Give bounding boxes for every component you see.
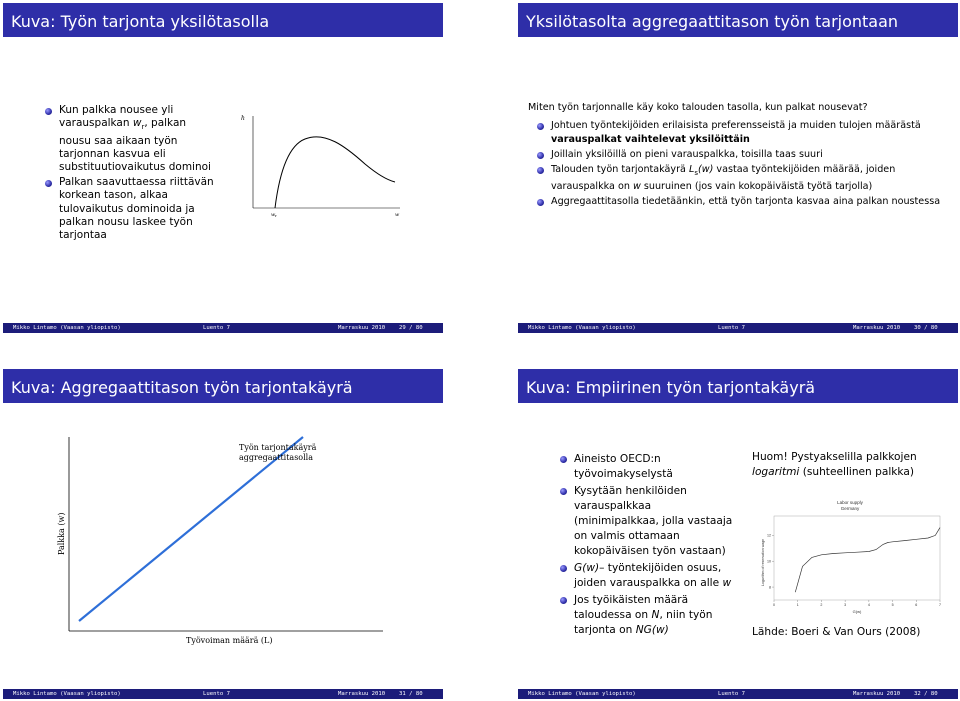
x-axis-label: Työvoiman määrä (L) [186,636,273,645]
slide-title: Kuva: Empiirinen työn tarjontakäyrä [518,369,958,403]
chart-xlabel: G(w) [852,609,862,614]
y-tick-label: 8 [769,585,771,590]
slide-32 [518,369,958,699]
bullet-list [535,119,949,210]
slide-footer: Mikko Lintamo (Vaasan yliopisto) Luento 7 Marraskuu 2010 29 / 80 [3,323,443,333]
x-tick-label: 6 [915,603,918,607]
bullet-ball-icon [45,108,52,115]
chart-subtitle: Germany [840,506,860,511]
bullet-list [43,104,215,244]
curve-label-2: aggregaattitasolla [239,453,314,462]
bullet-item: Aggregaattitasolla tiedetäänkin, että työn tarjonta kasvaa aina palkan noustessa [535,195,949,209]
slide-30 [518,3,958,333]
chart-title: Labor supply [837,500,863,505]
slide-footer: Mikko Lintamo (Vaasan yliopisto) Luento 7 Marraskuu 2010 31 / 80 [3,689,443,699]
bullet-item: Joillain yksilöillä on pieni varauspalkka, toisilla taas suuri [535,148,949,162]
y-tick-label: 10 [767,559,771,564]
slide-footer: Mikko Lintamo (Vaasan yliopisto) Luento 7 Marraskuu 2010 32 / 80 [518,689,958,699]
bullet-ball-icon [45,180,52,187]
bullet-ball-icon [537,167,544,174]
bullet-item: Aineisto OECD:n työvoimakyselystä [558,452,738,482]
slide-29 [3,3,443,333]
aggregate-labor-supply-figure [3,409,443,649]
note-text: Huom! Pystyakselilla palkkojen logaritmi (suhteellinen palkka) [752,451,917,478]
chart-ylabel: Logarithm of reservation wage [761,538,765,586]
aggregate-supply-line [79,437,303,621]
x-tick-label: 3 [844,603,847,607]
bullet-ball-icon [560,597,567,604]
x-axis-label-left-sub: r [275,214,277,218]
bullet-item: Jos työikäisten määrä taloudessa on N, niin työn tarjonta on NG(w) [558,593,738,638]
y-axis-label: h [241,115,245,122]
bullet-ball-icon [560,456,567,463]
x-tick-label: 7 [939,603,941,607]
bullet-ball-icon [560,565,567,572]
y-axis-label: Palkka (w) [57,512,66,555]
x-tick-label: 2 [820,603,823,607]
bullet-item: Kysytään henkilöiden varauspalkkaa (minimipalkkaa, jolla vastaaja on valmis ottamaan kokopäiväisen työn vastaan) [558,484,738,559]
slide-title: Kuva: Työn tarjonta yksilötasolla [3,3,443,37]
x-axis-label-right: w [395,212,400,218]
source-text: Lähde: Boeri & Van Ours (2008) [752,626,921,638]
x-tick-label: 5 [891,603,894,607]
slide-31 [3,369,443,699]
bullet-ball-icon [560,488,567,495]
bullet-list [558,452,738,640]
bullet-ball-icon [537,199,544,206]
lead-text: Miten työn tarjonnalle käy koko talouden tasolla, kun palkat nousevat? [528,102,868,113]
bullet-item: Johtuen työntekijöiden erilaisista preferensseistä ja muiden tulojen määrästä varauspalkat vaihtelevat yksilöittäin [535,119,949,147]
slide-title: Yksilötasolta aggregaattitason työn tarjontaan [518,3,958,37]
x-axis-label-left: w [271,212,276,218]
slide-footer: Mikko Lintamo (Vaasan yliopisto) Luento 7 Marraskuu 2010 30 / 80 [518,323,958,333]
empirical-labor-supply-chart [750,494,946,616]
bullet-item: Talouden työn tarjontakäyrä $L_s(w)$ vastaa työntekijöiden määrää, joiden varauspalkka on w suuruinen (jos vain kokopäiväistä työtä tarjolla) [535,163,949,194]
y-tick-label: 12 [767,533,771,538]
bullet-ball-icon [537,123,544,130]
bullet-item: G(w)– työntekijöiden osuus, joiden varauspalkka on alle w [558,561,738,591]
bullet-item: Kun palkka nousee yli varauspalkan $w_r$, palkan nousu saa aikaan työn tarjonnan kasvua eli substituutiovaikutus dominoi [43,104,215,174]
x-tick-label: 4 [867,603,870,607]
bullet-ball-icon [537,152,544,159]
x-tick-label: 1 [796,603,799,607]
curve-label-1: Työn tarjontakäyrä [239,443,317,452]
individual-labor-supply-figure [235,106,405,221]
bullet-item: Palkan saavuttaessa riittävän korkean tason, alkaa tulovaikutus dominoida ja palkan nousu laskee työn tarjontaa [43,176,215,242]
x-tick-label: 0 [773,603,775,607]
slide-title: Kuva: Aggregaattitason työn tarjontakäyrä [3,369,443,403]
